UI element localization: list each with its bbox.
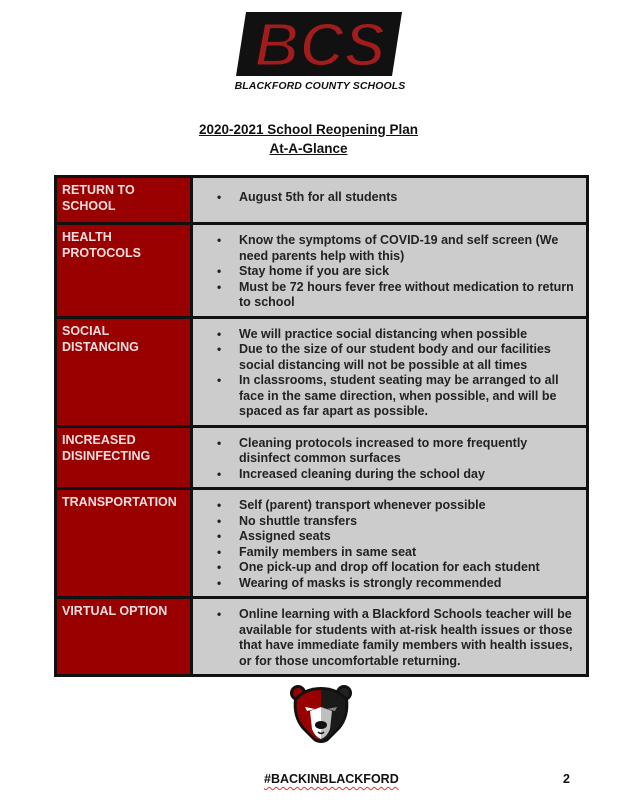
list-item: • August 5th for all students	[217, 190, 580, 206]
table-row-transportation	[56, 489, 588, 598]
list-item: • Self (parent) transport whenever possible	[217, 498, 580, 514]
list-item: • Wearing of masks is strongly recommended	[217, 576, 580, 592]
table-row-return-to-school	[56, 177, 588, 224]
list-item: • Cleaning protocols increased to more frequently disinfect common surfaces	[217, 436, 580, 467]
logo-letters: BCS	[254, 11, 386, 80]
row-label: HEALTH PROTOCOLS	[56, 224, 192, 318]
list-item: • Increased cleaning during the school day	[217, 467, 580, 483]
list-item: • In classrooms, student seating may be arranged to all face in the same direction, when possible, and will be spaced as far apart as possible.	[217, 373, 580, 420]
list-item: • We will practice social distancing when possible	[217, 327, 580, 343]
page-number: 2	[563, 772, 570, 786]
table-row-virtual-option	[56, 598, 588, 676]
row-label: TRANSPORTATION	[56, 489, 192, 598]
row-label: RETURN TO SCHOOL	[56, 177, 192, 224]
row-body	[192, 224, 588, 318]
row-body	[192, 177, 588, 224]
list-item: • Online learning with a Blackford Schools teacher will be available for students with at-risk health issues or those that have immediate family members with health issues, or for those uncomfortable returning.	[217, 607, 580, 669]
row-body	[192, 426, 588, 489]
row-body	[192, 317, 588, 426]
row-label: VIRTUAL OPTION	[56, 598, 192, 676]
table-row-increased-disinfecting	[56, 426, 588, 489]
list-item: • Know the symptoms of COVID-19 and self screen (We need parents help with this)	[217, 233, 580, 264]
row-body	[192, 598, 588, 676]
list-item: • No shuttle transfers	[217, 514, 580, 530]
row-label: INCREASED DISINFECTING	[56, 426, 192, 489]
list-item: • Must be 72 hours fever free without medication to return to school	[217, 280, 580, 311]
list-item: • One pick-up and drop off location for each student	[217, 560, 580, 576]
bcs-logo	[232, 8, 408, 100]
footer-hashtag: #BACKINBLACKFORD	[264, 772, 399, 786]
list-item: • Due to the size of our student body and our facilities social distancing will not be possible at all times	[217, 342, 580, 373]
row-label: SOCIAL DISTANCING	[56, 317, 192, 426]
list-item: • Family members in same seat	[217, 545, 580, 561]
bear-head-icon	[288, 683, 354, 745]
document-title	[0, 120, 617, 158]
title-line-2: At-A-Glance	[269, 141, 348, 156]
table-row-social-distancing	[56, 317, 588, 426]
logo-caption: BLACKFORD COUNTY SCHOOLS	[234, 80, 406, 92]
table-row-health-protocols	[56, 224, 588, 318]
bcs-letters-icon	[232, 8, 408, 80]
list-item: • Stay home if you are sick	[217, 264, 580, 280]
reopening-plan-table	[54, 175, 589, 677]
list-item: • Assigned seats	[217, 529, 580, 545]
title-line-1: 2020-2021 School Reopening Plan	[198, 122, 419, 137]
row-body	[192, 489, 588, 598]
